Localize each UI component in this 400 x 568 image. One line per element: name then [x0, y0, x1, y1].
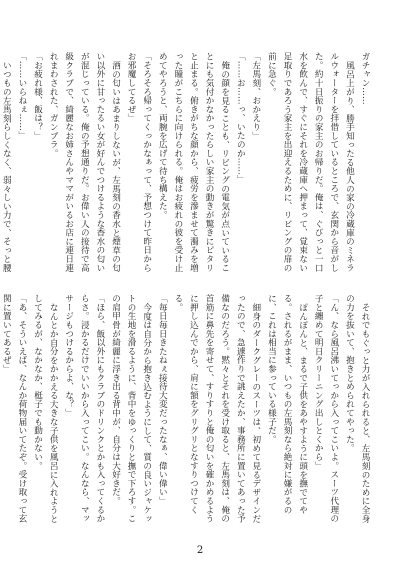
narration-paragraph: それでもぐっと力が入れられると、左馬刻のために全身の力を抜いて、抱きとめられてやった。: [344, 294, 370, 523]
narration-paragraph: ぽんぽんと、まるで子供をあやすように頭を撫でてやる。されるがまま、いつもの左馬刻なら絶対に嫌がるのに、これは相当に参っている様子だ。: [266, 294, 308, 514]
dialogue-line: 「ん、なら風呂沸いてっから入ってこいよ。スーツ代理の子と纏めて明日クリーニング出しとくから」: [313, 294, 339, 523]
dialogue-line: 「お疲れ様、飯は？」: [32, 52, 43, 140]
narration-paragraph: 細身のダークグレーのスーツは、初めて見るデザインだったので、急遽作りで誂えたか、事務所に置いてあった予備なのだろう。黙々とそれを受け取ると、左馬刻は、俺の首筋に鼻先を寄せて、すりすりと俺の匂いを確かめるように押し込んでから、肩に額をグリグリとなすりつけてくる。: [172, 294, 261, 523]
dialogue-line: 「……お……っ、いたのか……」: [235, 52, 246, 184]
dialogue-line: 「毎日毎日きたねぇ接待大変だったなぁ、偉い偉い」: [157, 294, 168, 506]
dialogue-line: 「左馬刻、おかえり」: [250, 52, 261, 140]
narration-paragraph: 俺の顔を見ることも、リビングの電気が点いていることにも気付かなかったらしい家主の動きが驚きにピタリと止まる。俯きがちな顔から、疲労を滲ませて濁みを増った瞳がこちらに向けられる。俺はお疲れの彼を受け止めてやろうと、両腕を広げて待ち構えた。: [157, 52, 230, 272]
dialogue-line: 「そろそろ帰ってくっかなぁって、予想つけて昨日からお邪魔してるぜ」: [126, 52, 152, 272]
dialogue-line: 「あ、そういえば、なんか荷物届いてたぞ。受け取って玄関に置いてあるぜ」: [1, 294, 27, 523]
narration-paragraph: いつもの左馬刻らしくなく、弱々しい力で、そっと腰: [1, 60, 12, 272]
page-number: 2: [196, 545, 204, 556]
sound-effect-line: ガチャン……: [360, 52, 370, 105]
narration-paragraph: 今度は自分から抱き込むようにして、質の良いジャケットの生地を滑るように、背中をゆっくりと撫で下ろす。この肩甲骨が綺麗に浮き出る背中が、自分は大好きだ。: [110, 294, 152, 523]
lower-text-column: [1, 294, 372, 526]
dialogue-line: 「ほら、飯以外にもクラブのドリンクとかも入ってくるからさ。浸かるだけでいいから入ってこい。なんなら、マッサージもつけるからよ、な？」: [63, 294, 105, 523]
narration-paragraph: なんとか自分をかかえる大きな子供を風呂に入れようとしてみるが、なかなか、梃子でも動かない。: [32, 294, 59, 523]
dialogue-line: 「……いらねぇ……」: [16, 52, 27, 140]
narration-paragraph: 酒の匂いはあまりしないが、左馬刻の香水と煙草の匂い以外に甘ったるい女が好んでつけるような香水の匂いが混じっている。俺の予想通りだ。お偉い人の接待で高級クラブで、綺麗なお姉さんやママがいるお店に連日連れまわされた、ガンブラ。: [48, 52, 121, 272]
upper-text-column: [1, 52, 372, 276]
narration-paragraph: 風呂上がり、勝手知ったる他人の家の冷蔵庫のミネラルウォーターを拝借しているところで、玄関から音がした。約十日振りの家主のお帰りだ。俺は、ぐびっと一口水を飲んで、すぐにそれを冷蔵庫へ押まって、覚束ない足取りであろう家主を出迎えるために、リビングの扉の前に急ぐ。: [266, 52, 355, 272]
